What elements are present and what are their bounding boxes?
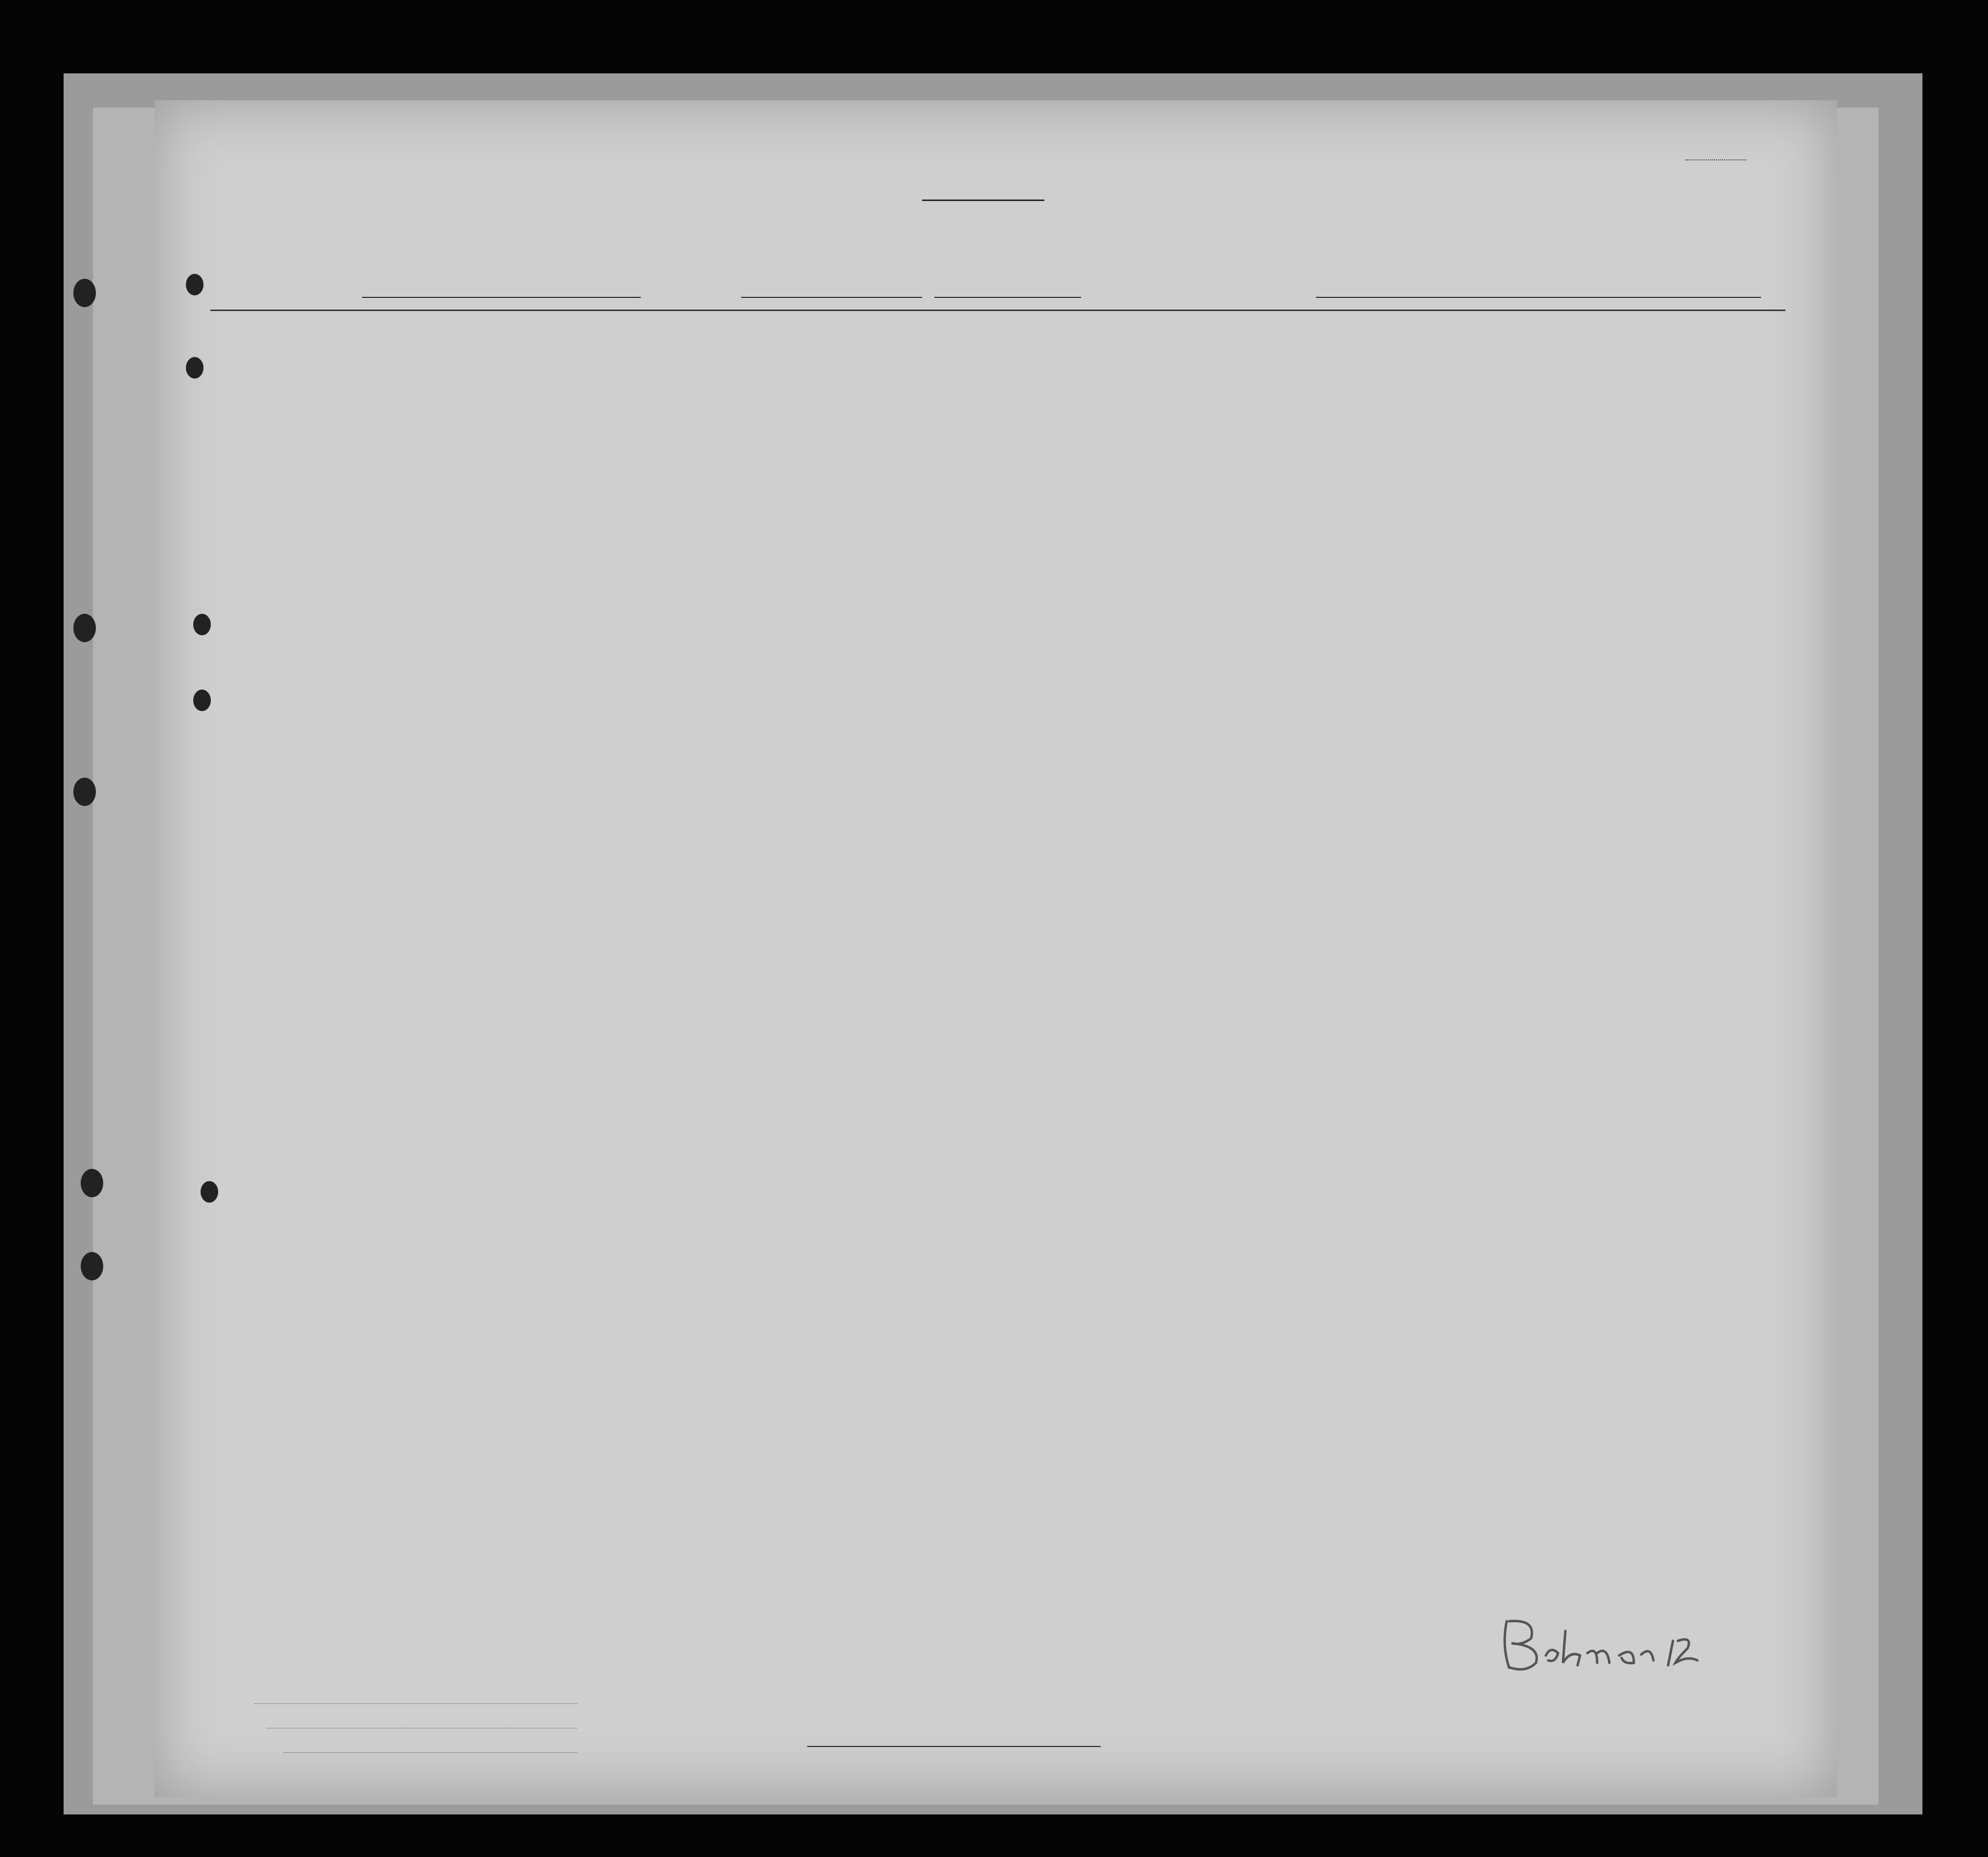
inspector-signature-line xyxy=(807,1746,1101,1747)
table-top-rule xyxy=(210,310,1785,311)
line-field xyxy=(254,1703,577,1704)
sheet-number-line xyxy=(1685,159,1746,160)
manifest-sheet xyxy=(154,100,1837,1797)
agents-field xyxy=(284,1752,577,1753)
punch-hole xyxy=(193,614,211,635)
binder-hole xyxy=(73,614,96,642)
punch-hole xyxy=(193,690,211,711)
binder-hole xyxy=(73,778,96,806)
binder-hole xyxy=(81,1169,103,1197)
handwritten-signature xyxy=(1492,1611,1717,1680)
punch-hole xyxy=(201,1181,218,1203)
binder-hole xyxy=(73,279,96,307)
arriving-underline xyxy=(741,297,922,298)
vessel-underline xyxy=(362,297,641,298)
title-underline xyxy=(922,200,1044,201)
from-underline xyxy=(1316,297,1761,298)
binder-hole xyxy=(81,1252,103,1280)
checkmarks xyxy=(587,401,700,1609)
punch-hole xyxy=(186,357,203,379)
date-underline xyxy=(934,297,1081,298)
punch-hole xyxy=(186,274,203,295)
